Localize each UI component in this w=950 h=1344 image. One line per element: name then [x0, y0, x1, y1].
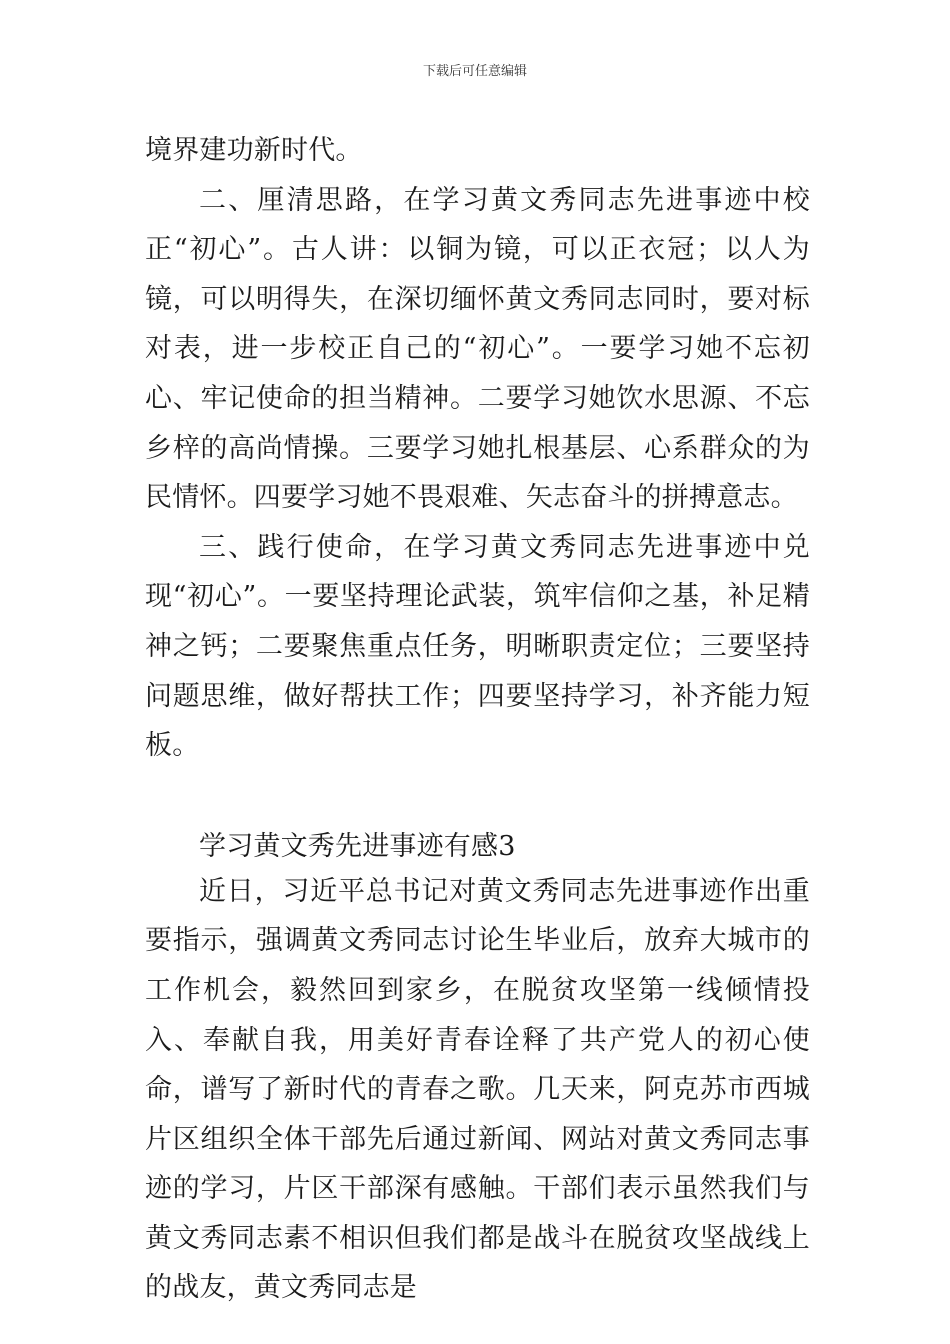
- section-body-paragraph: 近日，习近平总书记对黄文秀同志先进事迹作出重要指示，强调黄文秀同志讨论生毕业后，放弃大城市的工作机会，毅然回到家乡，在脱贫攻坚第一线倾情投入、奉献自我，用美好青春诠释了共产党人的初心使命，谱写了新时代的青春之歌。几天来，阿克苏市西城片区组织全体干部先后通过新闻、网站对黄文秀同志事迹的学习，片区干部深有感触。干部们表示虽然我们与黄文秀同志素不相识但我们都是战斗在脱贫攻坚战线上的战友，黄文秀同志是: [145, 875, 810, 1304]
- section-title: 学习黄文秀先进事迹有感3: [199, 830, 516, 862]
- page-header-note: 下载后可任意编辑: [422, 64, 527, 79]
- paragraph-continuation: 境界建功新时代。: [145, 135, 363, 166]
- paragraph-point-three: 三、践行使命，在学习黄文秀同志先进事迹中兑现“初心”。一要坚持理论武装，筑牢信仰之基，补足精神之钙；二要聚焦重点任务，明晰职责定位；三要坚持问题思维，做好帮扶工作；四要坚持学习，补齐能力短板。: [145, 531, 810, 762]
- paragraph-point-two: 二、厘清思路，在学习黄文秀同志先进事迹中校正“初心”。古人讲：以铜为镜，可以正衣冠；以人为镜，可以明得失，在深切缅怀黄文秀同志同时，要对标对表，进一步校正自己的“初心”。一要学习她不忘初心、牢记使命的担当精神。二要学习她饮水思源、不忘乡梓的高尚情操。三要学习她扎根基层、心系群众的为民情怀。四要学习她不畏艰难、矢志奋斗的拼搏意志。: [145, 184, 810, 514]
- document-body: [145, 126, 810, 1313]
